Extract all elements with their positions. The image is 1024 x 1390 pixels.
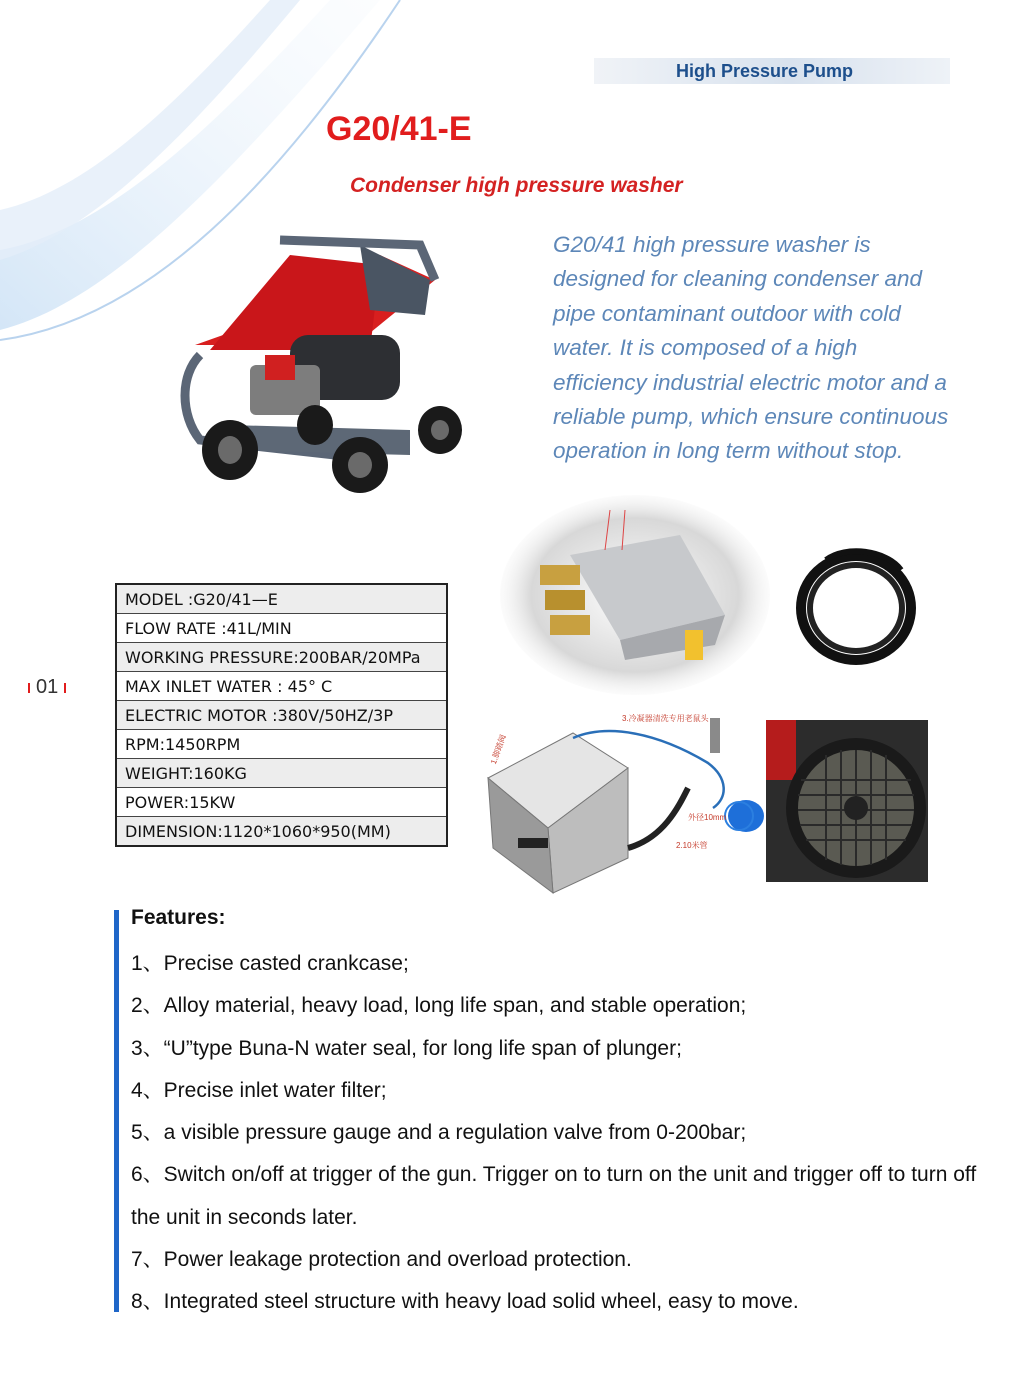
spec-cell: RPM:1450RPM xyxy=(116,730,447,759)
motor-fan-image xyxy=(766,720,928,882)
features-title: Features: xyxy=(131,906,226,929)
spec-row-power xyxy=(116,788,447,817)
feature-item: 4、Precise inlet water filter; xyxy=(131,1078,387,1102)
spec-row-flow-rate xyxy=(116,614,447,643)
page-number-tick-left xyxy=(28,683,30,693)
spec-row-weight xyxy=(116,759,447,788)
spec-cell: FLOW RATE :41L/MIN xyxy=(116,614,447,643)
spec-row-max-inlet-water xyxy=(116,672,447,701)
tube-label: 2.10米管 xyxy=(676,841,708,850)
spec-cell: DIMENSION:1120*1060*950(MM) xyxy=(116,817,447,847)
spec-row-dimension xyxy=(116,817,447,847)
feature-item: 7、Power leakage protection and overload protection. xyxy=(131,1248,632,1272)
page-number xyxy=(22,676,72,699)
feature-item: 2、Alloy material, heavy load, long life span, and stable operation; xyxy=(131,994,747,1018)
section-header-tab xyxy=(594,58,950,84)
spec-cell: ELECTRIC MOTOR :380V/50HZ/3P xyxy=(116,701,447,730)
feature-item: 5、a visible pressure gauge and a regulation valve from 0-200bar; xyxy=(131,1121,747,1145)
product-description: G20/41 high pressure washer is designed for cleaning condenser and pipe contaminant outdoor with cold water. It is composed of a high efficiency industrial electric motor and a reliable pump, which ensure continuous operation in long term without stop. xyxy=(553,232,949,464)
page-number-value: 01 xyxy=(36,676,59,698)
outer-diameter-label: 外径10mm xyxy=(688,813,727,822)
feature-item: 1、Precise casted crankcase; xyxy=(131,952,409,975)
page-number-tick-right xyxy=(64,683,66,693)
section-header-label: High Pressure Pump xyxy=(676,61,854,81)
spec-cell: MODEL :G20/41—E xyxy=(116,584,447,614)
spec-cell: WEIGHT:160KG xyxy=(116,759,447,788)
spec-cell: WORKING PRESSURE:200BAR/20MPa xyxy=(116,643,447,672)
spec-row-model xyxy=(116,584,447,614)
feature-item: 3、“U”type Buna-N water seal, for long life span of plunger; xyxy=(131,1036,682,1060)
features-accent-bar xyxy=(114,910,119,1312)
spec-table xyxy=(115,583,448,847)
spec-row-rpm xyxy=(116,730,447,759)
feature-item: 8、Integrated steel structure with heavy load solid wheel, easy to move. xyxy=(131,1290,799,1314)
condenser-cleaner-kit-image xyxy=(478,708,768,898)
spec-cell: MAX INLET WATER : 45° C xyxy=(116,672,447,701)
hose-coil-image xyxy=(786,540,926,670)
pressure-washer-image xyxy=(170,225,470,495)
spec-row-working-pressure xyxy=(116,643,447,672)
feature-item: 6、Switch on/off at trigger of the gun. Trigger on to turn on the unit and trigger off to turn off the unit in seconds later. xyxy=(131,1163,977,1229)
model-title: G20/41-E xyxy=(326,110,472,148)
spec-cell: POWER:15KW xyxy=(116,788,447,817)
product-subtitle: Condenser high pressure washer xyxy=(350,174,683,197)
pump-image xyxy=(500,495,770,695)
feature-list xyxy=(131,943,991,1324)
valve-label: 1.脚踏阀 xyxy=(488,733,508,766)
spec-row-electric-motor xyxy=(116,701,447,730)
nozzle-label: 3.冷凝器清洗专用老鼠头 xyxy=(622,714,709,723)
